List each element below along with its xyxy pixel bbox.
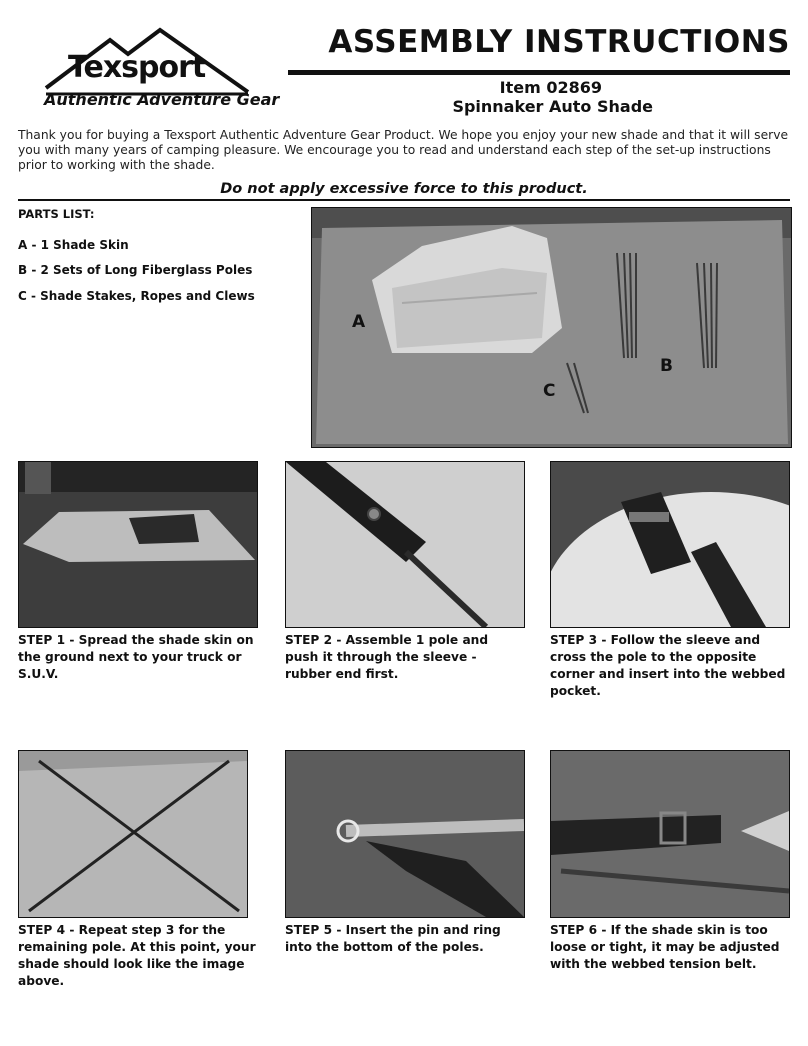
part-item: A - 1 Shade Skin: [18, 238, 129, 252]
part-item: B - 2 Sets of Long Fiberglass Poles: [18, 263, 253, 277]
step-4-photo: [18, 750, 248, 918]
brand-name: Texsport: [68, 50, 206, 85]
intro-paragraph: Thank you for buying a Texsport Authentic Adventure Gear Product. We hope you enjoy your new shade and that it will serve you with many years of camping pleasure. We encourage you to read and understand each step of the set-up instructions prior to working with the shade.: [18, 128, 789, 172]
parts-list-heading: PARTS LIST:: [18, 207, 95, 221]
brand-logo: [40, 26, 280, 126]
step-6-caption: STEP 6 - If the shade skin is too loose or tight, it may be adjusted with the webbed tension belt.: [550, 923, 780, 971]
warning-text: Do not apply excessive force to this product.: [220, 181, 588, 197]
step-2-photo: [285, 461, 525, 628]
item-number: Item 02869: [499, 78, 602, 97]
step-5-photo: [285, 750, 525, 918]
step-3-photo: [550, 461, 790, 628]
part-item: C - Shade Stakes, Ropes and Clews: [18, 289, 255, 303]
step-1-caption: STEP 1 - Spread the shade skin on the ground next to your truck or S.U.V.: [18, 633, 254, 681]
page-title: ASSEMBLY INSTRUCTIONS: [328, 24, 790, 60]
step-3-caption: STEP 3 - Follow the sleeve and cross the pole to the opposite corner and insert into the webbed pocket.: [550, 633, 786, 698]
step-5-caption: STEP 5 - Insert the pin and ring into the bottom of the poles.: [285, 923, 501, 954]
parts-photo: [311, 207, 792, 448]
title-divider: [288, 70, 790, 75]
photo-label-a: A: [352, 312, 366, 332]
photo-label-c: C: [543, 381, 556, 401]
step-6-photo: [550, 750, 790, 918]
photo-label-b: B: [660, 356, 673, 376]
warning-divider: [18, 199, 790, 201]
step-2-caption: STEP 2 - Assemble 1 pole and push it through the sleeve - rubber end first.: [285, 633, 489, 681]
step-4-caption: STEP 4 - Repeat step 3 for the remaining pole. At this point, your shade should look like the image above.: [18, 923, 256, 988]
brand-tagline: Authentic Adventure Gear: [44, 90, 280, 109]
product-name: Spinnaker Auto Shade: [452, 97, 653, 116]
step-1-photo: [18, 461, 258, 628]
